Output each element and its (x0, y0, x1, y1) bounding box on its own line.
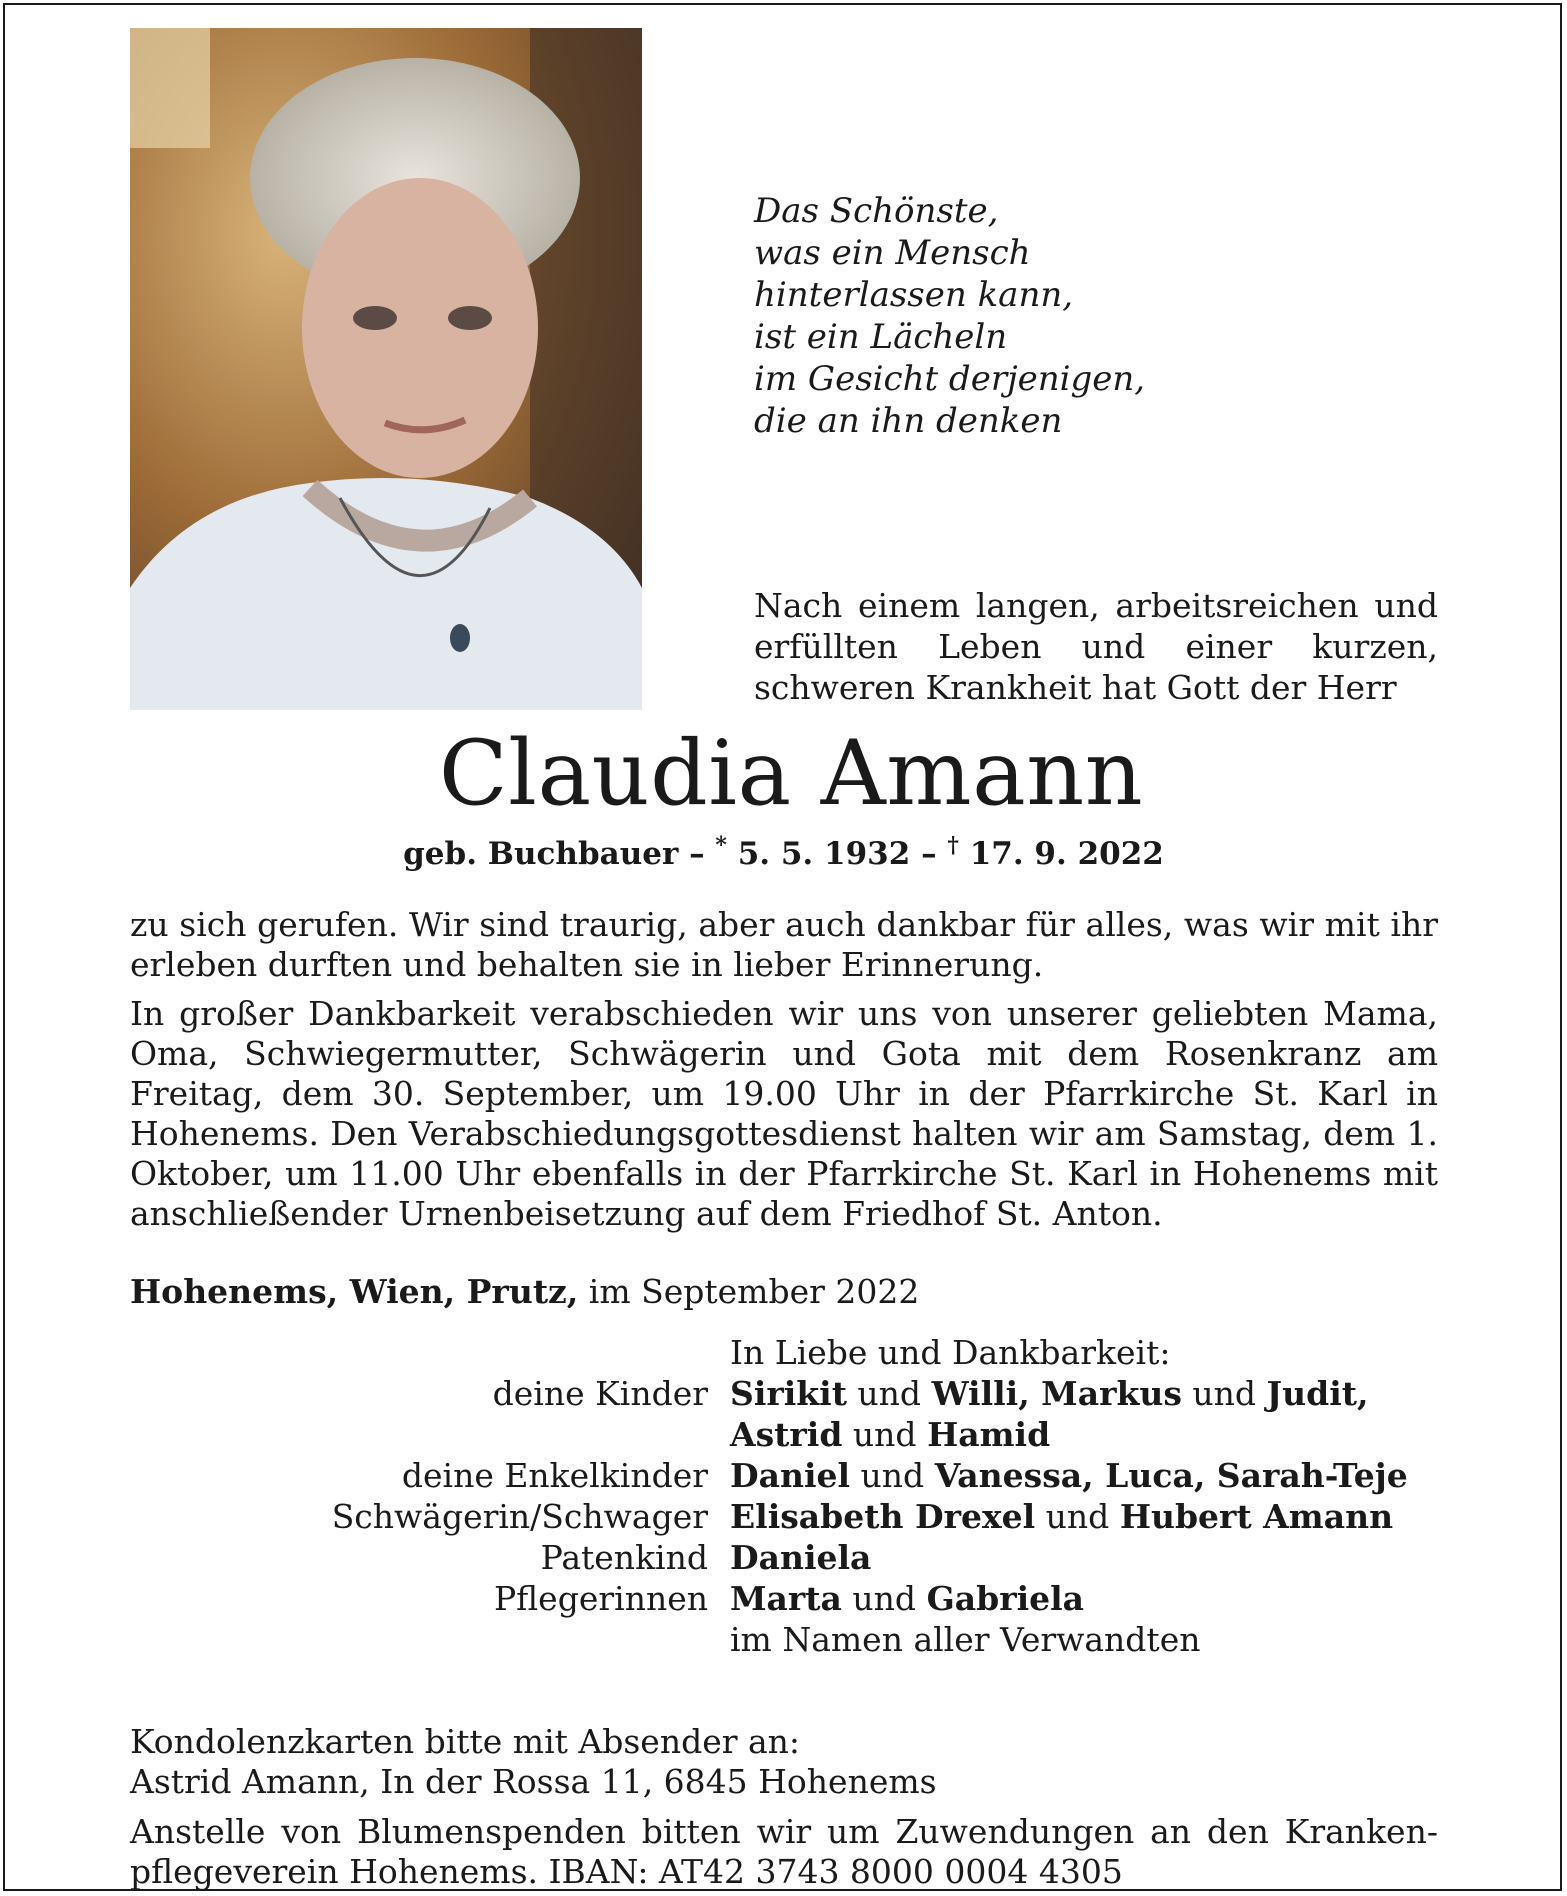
signature-row-enkel (130, 1455, 1440, 1496)
signature-row-kinder (130, 1373, 1440, 1414)
names-enkel (730, 1455, 1440, 1496)
poem-line: Das Schönste, (754, 191, 999, 231)
deceased-name: Claudia Amann (438, 721, 1144, 826)
connector-text: und (1035, 1497, 1120, 1536)
address-line-2: Astrid Amann, In der Rossa 11, 6845 Hohenems (130, 1762, 937, 1801)
separator: – (689, 836, 716, 872)
names-schwager (730, 1496, 1440, 1537)
signature-row-schwager (130, 1496, 1440, 1537)
portrait-photo (130, 28, 642, 710)
poem (754, 190, 1314, 442)
signature-row-kinder-cont (130, 1414, 1440, 1455)
person-name: Gabriela (926, 1579, 1085, 1618)
poem-line: was ein Mensch (754, 233, 1031, 273)
death-symbol: † (947, 832, 959, 859)
birth-death-line (0, 834, 1567, 874)
connector-text: und (846, 1374, 932, 1413)
poem-line: die an ihn denken (754, 401, 1063, 441)
place-date: im September 2022 (588, 1272, 920, 1311)
signature-row-pflege (130, 1578, 1440, 1619)
address-line-1: Kondolenzkarten bitte mit Absender an: (130, 1722, 801, 1761)
signature-footer: im Namen aller Verwandten (730, 1620, 1201, 1659)
person-name: Vanessa, Luca, Sarah-Teje (934, 1456, 1408, 1495)
paragraph-funeral-details: In großer Dankbarkeit verabschieden wir uns von unserer geliebten Mama, Oma, Schwiegermutter, Schwägerin und Gota mit dem Rosenkranz am Freitag, dem 30. September, um 19.00 Uhr in der Pfarrkirche St. Karl in Hohenems. Den Verabschiedungsgottesdienst halten wir am Samstag, dem 1. Oktober, um 11.00 Uhr ebenfalls in der Pfarrkirche St. Karl in Hohenems mit anschließender Urnenbeisetzung auf dem Friedhof St. Anton. (130, 994, 1438, 1233)
birth-date: 5. 5. 1932 (737, 836, 911, 872)
person-name: Elisabeth Drexel (730, 1497, 1036, 1536)
person-name: Hamid (927, 1415, 1051, 1454)
person-name: Sirikit (730, 1374, 847, 1413)
person-name: Marta (730, 1579, 842, 1618)
names-kinder-2 (730, 1414, 1440, 1455)
person-name: Hubert Amann (1119, 1497, 1394, 1536)
role-pate: Patenkind (540, 1538, 708, 1577)
intro-text: Nach einem langen, arbeitsreichen und erfüllten Leben und einer kurzen, schweren Krankheit hat Gott der Herr (754, 586, 1438, 707)
condolence-address (130, 1722, 937, 1802)
maiden-name: geb. Buchbauer (403, 836, 679, 872)
death-date: 17. 9. 2022 (969, 836, 1164, 872)
birth-symbol: * (715, 832, 727, 859)
role-schwager: Schwägerin/Schwager (331, 1497, 708, 1536)
role-pflege: Pflegerinnen (493, 1579, 708, 1618)
separator: – (921, 836, 948, 872)
signature-row-pate (130, 1537, 1440, 1578)
place-date-line (130, 1272, 919, 1312)
connector-text: und (842, 1415, 928, 1454)
names-kinder-1 (730, 1373, 1440, 1414)
place-towns: Hohenems, Wien, Prutz, (130, 1272, 579, 1311)
donation-note: Anstelle von Blumenspenden bitten wir um Zuwendungen an den Krankenpflegeverein Hohenems. IBAN: AT42 3743 8000 0004 4305 (130, 1812, 1438, 1891)
portrait-illustration (130, 28, 642, 710)
signature-heading-row (130, 1332, 1440, 1373)
connector-text: und (1181, 1374, 1267, 1413)
names-pate (730, 1537, 1440, 1578)
poem-line: hinterlassen kann, (754, 275, 1074, 315)
role-kinder: deine Kinder (492, 1374, 708, 1413)
role-enkel: deine Enkelkinder (401, 1456, 708, 1495)
connector-text: und (850, 1456, 935, 1495)
signature-heading: In Liebe und Dankbarkeit: (730, 1333, 1171, 1372)
person-name: Judit, (1266, 1374, 1369, 1413)
person-name: Daniel (730, 1456, 851, 1495)
person-name: Willi, Markus (931, 1374, 1182, 1413)
person-name: Daniela (730, 1538, 872, 1577)
connector-text: und (841, 1579, 927, 1618)
signature-row-footer (130, 1619, 1440, 1660)
person-name: Astrid (730, 1415, 843, 1454)
signatures-block (130, 1332, 1440, 1660)
names-pflege (730, 1578, 1440, 1619)
paragraph-gratitude: zu sich gerufen. Wir sind traurig, aber auch dankbar für alles, was wir mit ihr erleben durften und behalten sie in lieber Erinnerung. (130, 905, 1438, 984)
poem-line: ist ein Lächeln (754, 317, 1008, 357)
poem-line: im Gesicht derjenigen, (754, 359, 1146, 399)
